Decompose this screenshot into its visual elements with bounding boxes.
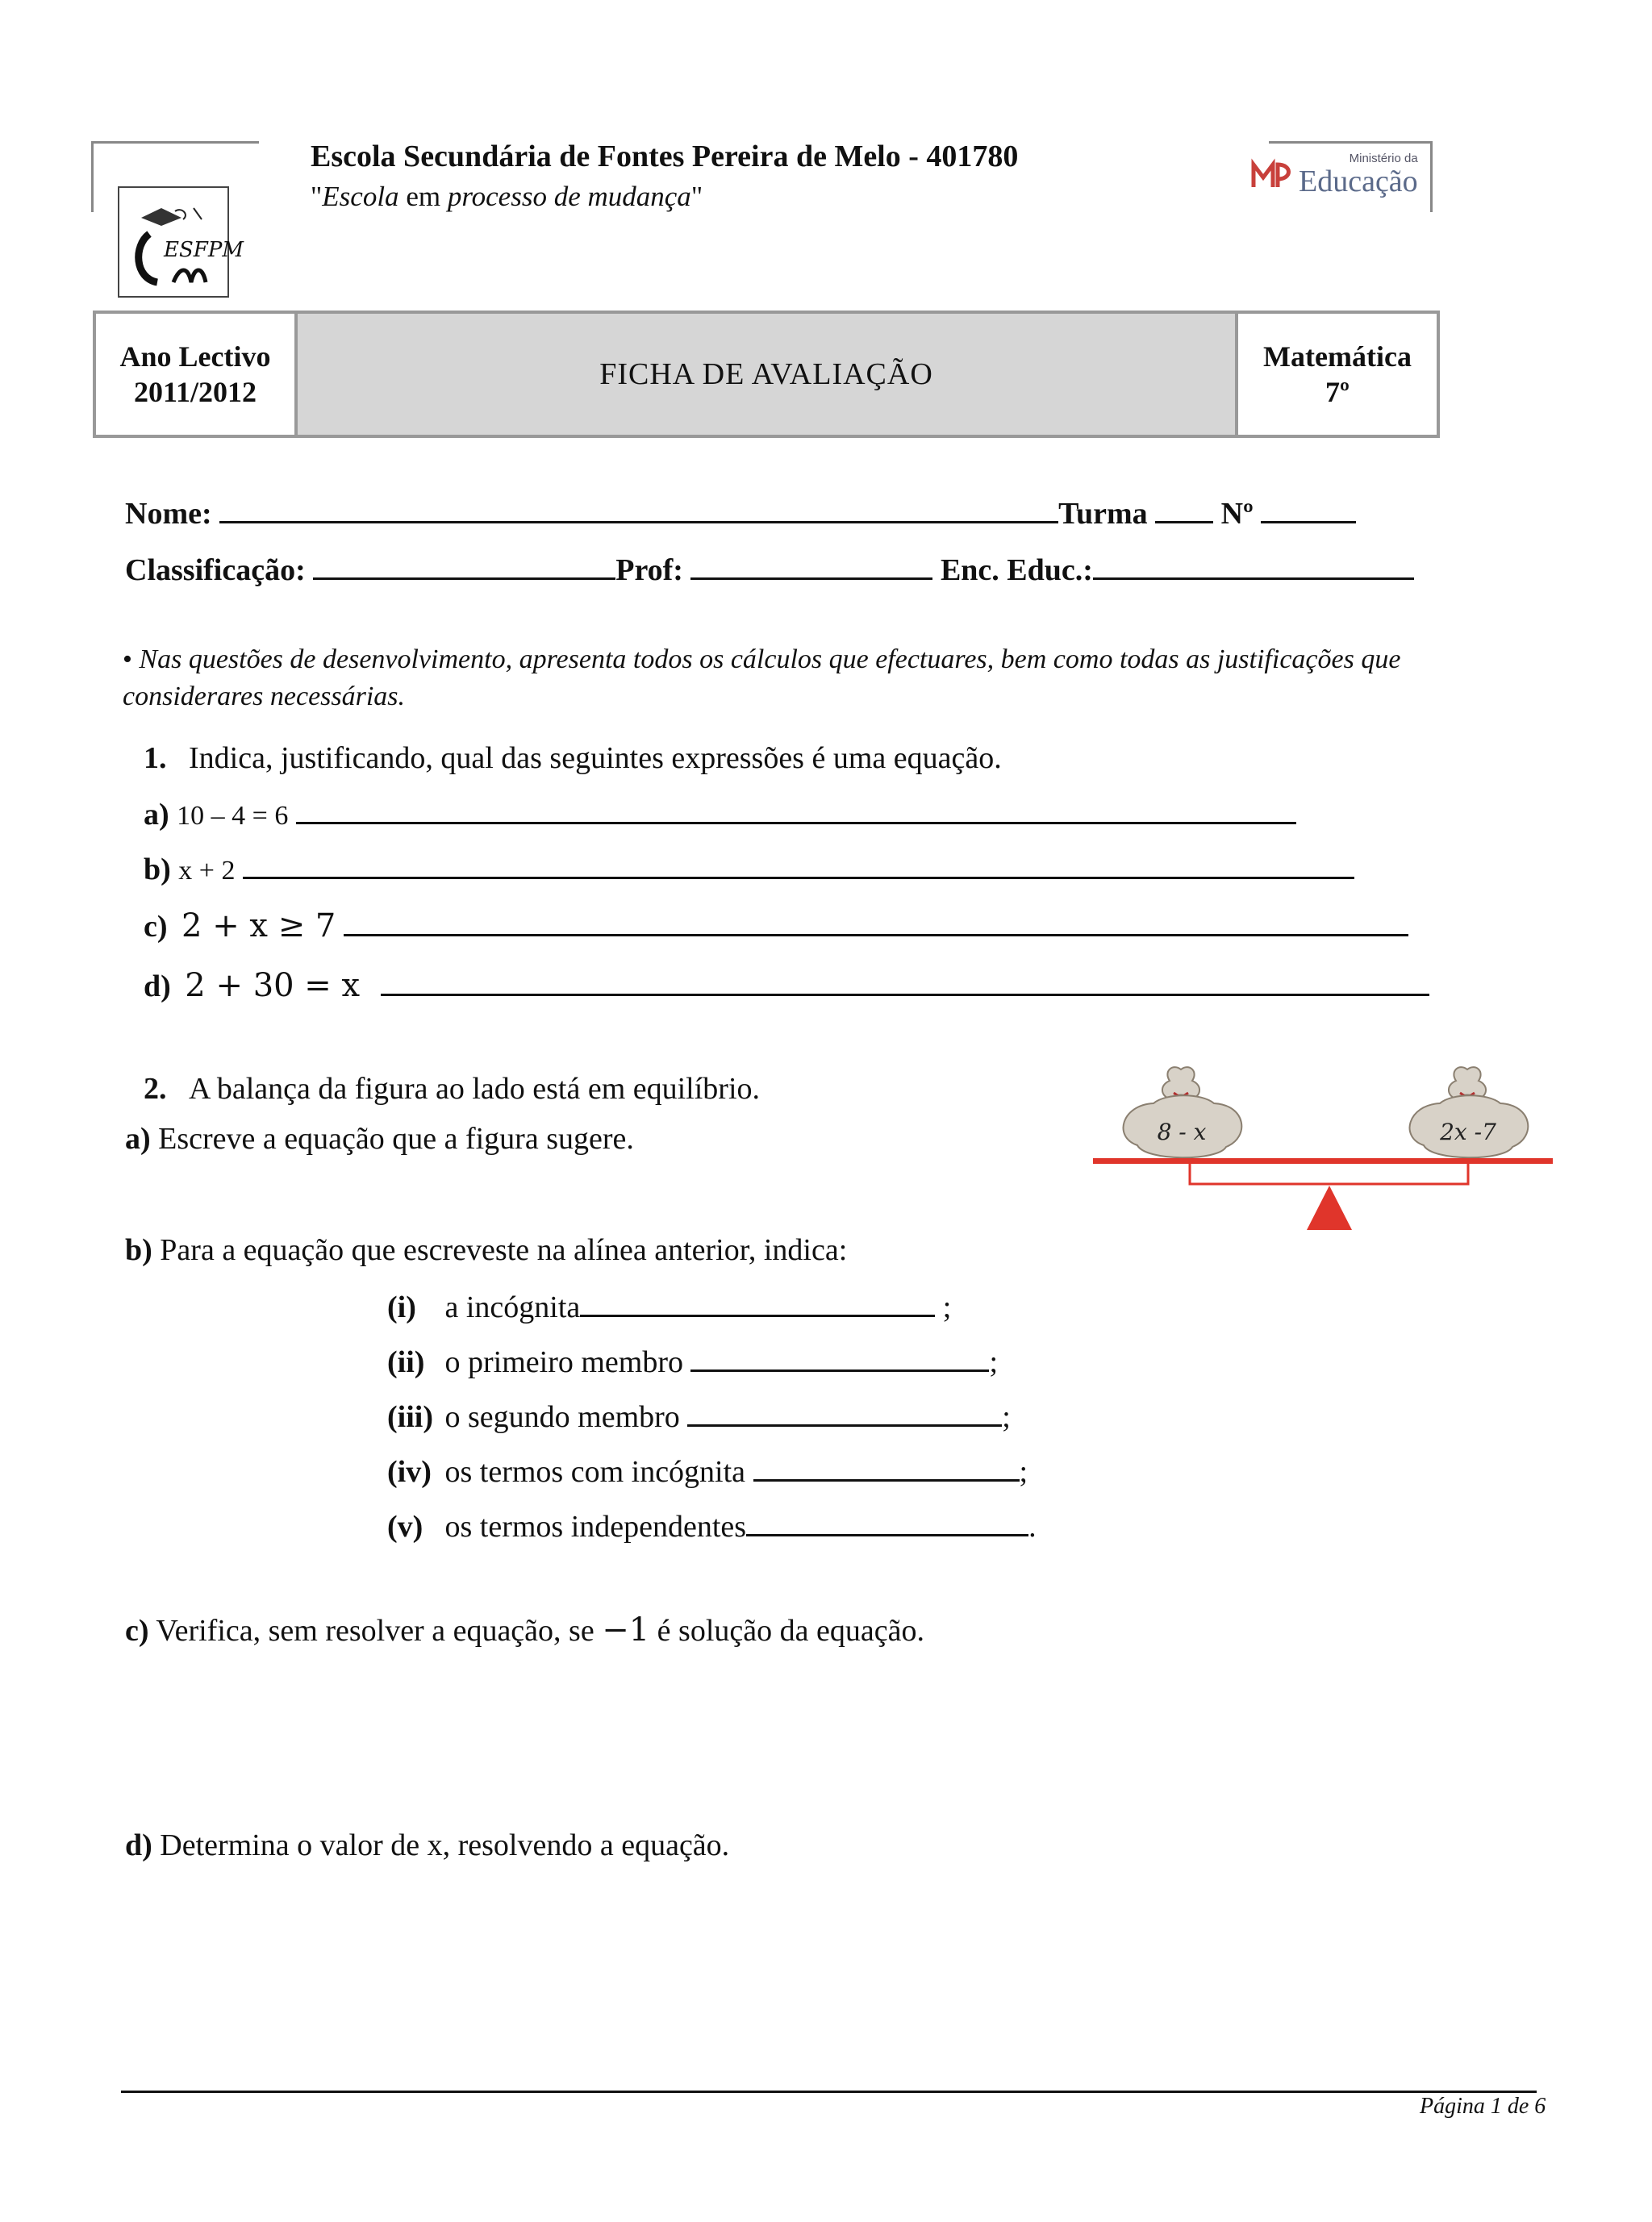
q2-part-c [125,1611,924,1649]
title-box [93,311,1440,438]
motto-rest: processo de mudança [447,181,691,212]
q2-part-c-text-after: é solução da equação. [657,1614,924,1648]
school-logo [117,186,244,298]
q2-part-d [125,1828,729,1863]
q2-b-item-ii [387,1342,998,1380]
grade-level: 7º [1325,376,1350,408]
turma-blank[interactable] [1155,494,1213,523]
q2-b-item-iii-text: o segundo membro [444,1400,688,1434]
instructions [123,641,1446,715]
q2-part-b-text: Para a equação que escreveste na alínea anterior, indica: [160,1233,848,1267]
school-name: Escola Secundária de Fontes Pereira de Melo - 401780 [311,140,1019,173]
q1-item-d-expr: 2 + 30 = x [185,967,361,1004]
school-year-value: 2011/2012 [133,376,257,408]
question-1-number: 1. [144,741,167,775]
page-number: Página 1 de 6 [1420,2094,1546,2119]
student-info-row-2 [125,550,1414,588]
ministry-logo-icon [1249,153,1295,195]
q2-b-item-ii-text: o primeiro membro [444,1345,691,1379]
q2-part-a [125,1121,634,1157]
q2-b-item-iii [387,1397,1011,1435]
ministry-logo-word: Educação [1299,165,1418,198]
q2-b-item-iv [387,1452,1028,1490]
termos-independentes-blank[interactable] [746,1507,1028,1536]
classificacao-blank[interactable] [313,550,615,580]
q2-part-c-label: c) [125,1614,149,1648]
turma-label: Turma [1058,497,1148,531]
q2-b-item-iii-end: ; [1002,1400,1011,1434]
termos-incognita-blank[interactable] [753,1452,1020,1482]
question-1 [144,740,1002,776]
q2-b-item-i-text: a incógnita [444,1290,581,1324]
q2-part-a-label: a) [125,1122,151,1156]
motto-quote-open: " [311,181,323,212]
q2-b-item-v [387,1507,1037,1545]
classificacao-label: Classificação: [125,553,306,587]
q2-part-c-value: −1 [602,1611,650,1649]
question-2 [144,1071,760,1107]
q1-item-a-label: a) [144,798,169,832]
q2-part-c-text-before: Verifica, sem resolver a equação, se [156,1614,603,1648]
motto-quote-close: " [690,181,703,212]
q1-item-b-expr: x + 2 [178,856,236,886]
ministry-logo-prefix: Ministério da [1349,152,1418,165]
q1-item-b-answer-blank[interactable] [243,849,1354,879]
enc-educ-blank[interactable] [1093,550,1414,580]
q2-b-item-iv-end: ; [1019,1455,1028,1489]
q1-item-b-label: b) [144,853,171,886]
q2-part-d-label: d) [125,1828,152,1862]
right-bag-label: 2x -7 [1440,1119,1496,1145]
balance-beam [1093,1158,1553,1164]
school-year-cell [96,314,298,435]
q2-b-item-i-label: (i) [387,1290,416,1324]
instruction-bullet: • [123,644,132,674]
subject-cell [1238,314,1437,435]
q2-b-item-iii-label: (iii) [387,1400,433,1434]
q1-item-c-answer-blank[interactable] [344,907,1408,936]
question-2-text: A balança da figura ao lado está em equilíbrio. [189,1072,761,1106]
q1-item-c-expr: 2 + x ≥ 7 [181,907,336,944]
document-title-cell [298,314,1238,435]
nome-blank[interactable] [219,494,1058,523]
q2-part-b [125,1232,847,1268]
q2-b-item-iv-text: os termos com incógnita [444,1455,753,1489]
nome-label: Nome: [125,497,212,531]
q2-b-item-ii-label: (ii) [387,1345,425,1379]
prof-blank[interactable] [690,550,932,580]
primeiro-membro-blank[interactable] [690,1342,989,1372]
q1-item-c [144,907,1408,944]
incognita-blank[interactable] [580,1287,935,1317]
q2-part-b-label: b) [125,1233,152,1267]
balance-fulcrum [1307,1186,1352,1230]
balance-support [1190,1164,1468,1184]
q1-item-b [144,849,1354,887]
school-logo-text: ESFPM [164,238,244,262]
segundo-membro-blank[interactable] [687,1397,1002,1427]
subject-name: Matemática [1263,340,1412,373]
q1-item-d-label: d) [144,969,171,1003]
motto-escola: Escola [322,181,399,212]
question-2-number: 2. [144,1072,167,1106]
student-info-row-1 [125,494,1356,532]
q1-item-c-label: c) [144,910,168,944]
school-motto [311,181,703,213]
numero-label: Nº [1220,497,1254,531]
q2-part-a-text: Escreve a equação que a figura sugere. [158,1122,634,1156]
document-title: FICHA DE AVALIAÇÃO [599,357,933,391]
q2-b-item-v-label: (v) [387,1510,423,1544]
motto-em: em [398,181,448,212]
balance-figure [1089,1057,1557,1238]
left-bag-label: 8 - x [1157,1119,1207,1145]
numero-blank[interactable] [1261,494,1356,523]
school-year-label: Ano Lectivo [119,340,271,373]
q2-b-item-iv-label: (iv) [387,1455,432,1489]
ministry-logo [1249,152,1418,197]
q2-b-item-v-text: os termos independentes [444,1510,747,1544]
q2-b-item-i [387,1287,951,1325]
q1-item-d-answer-blank[interactable] [381,966,1429,996]
q1-item-a [144,794,1296,832]
question-1-text: Indica, justificando, qual das seguintes expressões é uma equação. [189,741,1002,775]
q2-part-d-text: Determina o valor de x, resolvendo a equação. [160,1828,730,1862]
q2-b-item-ii-end: ; [989,1345,999,1379]
q2-b-item-i-end: ; [935,1290,952,1324]
enc-educ-label: Enc. Educ.: [940,553,1093,587]
right-bag [1410,1067,1529,1157]
prof-label: Prof: [615,553,683,587]
q1-item-a-expr: 10 – 4 = 6 [177,801,289,831]
footer-rule [121,2091,1537,2093]
instruction-text: Nas questões de desenvolvimento, apresenta todos os cálculos que efectuares, bem como todas as justificações que considerares necessárias. [123,644,1401,711]
q1-item-a-answer-blank[interactable] [296,794,1296,824]
q2-b-item-v-end: . [1028,1510,1037,1544]
q1-item-d [144,966,1429,1004]
left-bag [1124,1067,1242,1157]
